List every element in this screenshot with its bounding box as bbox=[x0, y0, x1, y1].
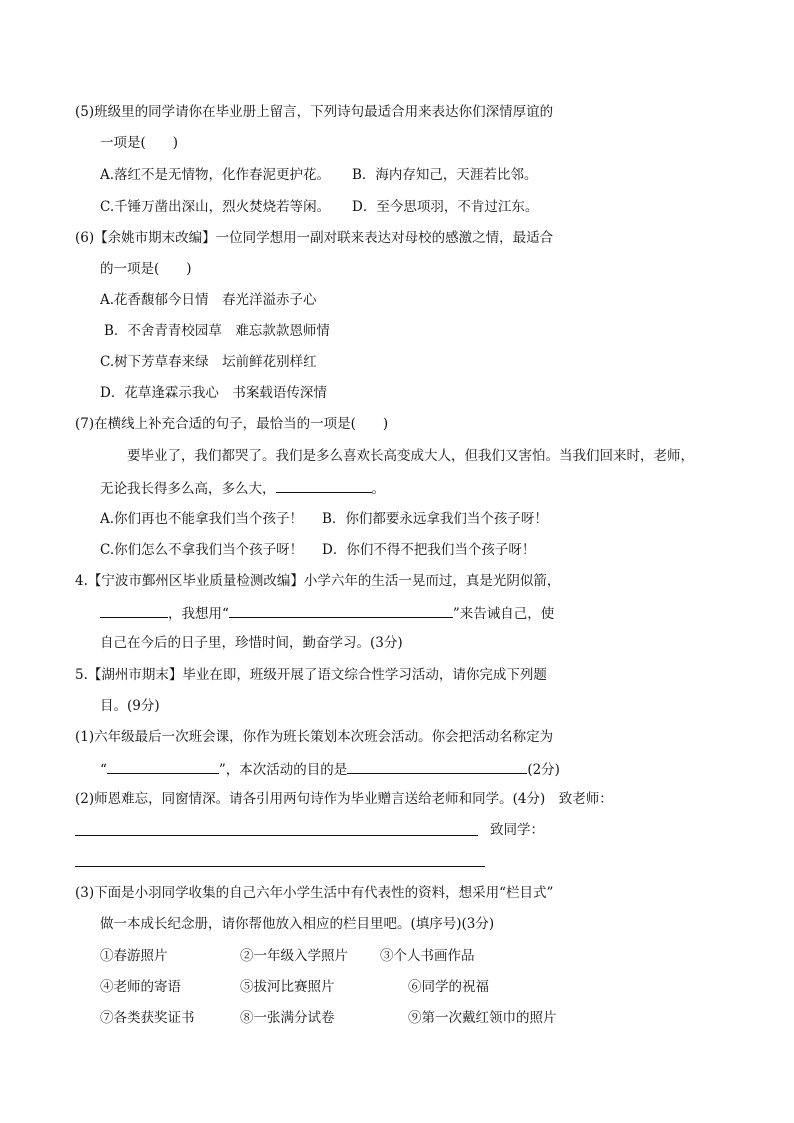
q4-stem: 4.【宁波市鄞州区毕业质量检测改编】小学六年的生活一晃而过，真是光阴似箭， bbox=[75, 573, 561, 589]
q5-sub7-option-a: A.你们再也不能拿我们当个孩子！ bbox=[100, 511, 304, 527]
q5-sub3-stem: (3)下面是小羽同学收集的自己六年小学生活中有代表性的资料，想采用“栏目式” bbox=[75, 885, 554, 901]
list-item: ⑤拔河比赛照片 bbox=[240, 979, 335, 995]
q5-sub6-option-b: B．不舍青青校园草 难忘款款恩师情 bbox=[104, 323, 330, 339]
q5-sub6-stem-cont: 的一项是( ) bbox=[100, 261, 192, 277]
q5-sub6-option-a: A.花香馥郁今日情 春光洋溢赤子心 bbox=[100, 292, 317, 308]
answer-line-teacher[interactable] bbox=[75, 835, 478, 836]
q5-sub2-stem: (2)师恩难忘，同窗情深。请各引用两句诗作为毕业赠言送给老师和同学。(4分) 致老师： bbox=[75, 791, 613, 807]
q5-sub5-option-d: D．至今思项羽，不肯过江东。 bbox=[352, 199, 539, 215]
answer-blank[interactable] bbox=[276, 478, 372, 493]
answer-blank[interactable] bbox=[229, 603, 453, 618]
q5-sub5-stem: (5)班级里的同学请你在毕业册上留言，下列诗句最适合用来表达你们深情厚谊的 bbox=[75, 104, 554, 120]
q5-stem: 5.【湖州市期末】毕业在即，班级开展了语文综合性学习活动，请你完成下列题 bbox=[75, 667, 547, 683]
list-item: ⑨第一次戴红领巾的照片 bbox=[408, 1010, 557, 1026]
answer-line-classmate[interactable] bbox=[75, 866, 485, 867]
q5-sub7-option-d: D．你们不得不把我们当个孩子呀！ bbox=[322, 542, 536, 558]
q5-sub7-passage: 要毕业了，我们都哭了。我们是多么喜欢长高变成大人，但我们又害怕。当我们回来时，老师， bbox=[127, 448, 694, 464]
q5-sub6-option-c: C.树下芳草春来绿 坛前鲜花别样红 bbox=[100, 354, 317, 370]
q5-sub2-classmate-label: 致同学： bbox=[490, 822, 544, 838]
q5-sub3-stem-cont: 做一本成长纪念册，请你帮他放入相应的栏目里吧。(填序号)(3分) bbox=[100, 916, 495, 932]
list-item: ⑥同学的祝福 bbox=[408, 979, 489, 995]
q5-sub5-stem-cont: 一项是( ) bbox=[100, 135, 179, 151]
q5-sub6-stem: (6)【余姚市期末改编】一位同学想用一副对联来表达对母校的感激之情，最适合 bbox=[75, 230, 554, 246]
list-item: ⑦各类获奖证书 bbox=[100, 1010, 195, 1026]
q5-sub1-answer-line: “ ”，本次活动的目的是 (2分) bbox=[100, 759, 560, 779]
q5-sub5-option-c: C.千锤万凿出深山，烈火焚烧若等闲。 bbox=[100, 199, 331, 215]
list-item: ④老师的寄语 bbox=[100, 979, 181, 995]
q5-sub6-option-d: D．花草逢霖示我心 书案载语传深情 bbox=[100, 385, 327, 401]
list-item: ②一年级入学照片 bbox=[240, 948, 348, 964]
q5-stem-cont: 目。(9分) bbox=[100, 698, 160, 714]
answer-blank[interactable] bbox=[347, 759, 527, 774]
answer-blank[interactable] bbox=[100, 603, 168, 618]
q5-sub7-option-c: C.你们怎么不拿我们当个孩子呀！ bbox=[100, 542, 304, 558]
q5-sub5-option-a: A.落红不是无情物，化作春泥更护花。 bbox=[100, 167, 331, 183]
q4-stem-cont: ，我想用“ ”来告诫自己，使 bbox=[100, 603, 554, 623]
q5-sub5-option-b: B．海内存知己，天涯若比邻。 bbox=[352, 167, 538, 183]
q5-sub7-stem: (7)在横线上补充合适的句子，最恰当的一项是( ) bbox=[75, 416, 389, 432]
q5-sub1-stem: (1)六年级最后一次班会课，你作为班长策划本次班会活动。你会把活动名称定为 bbox=[75, 729, 554, 745]
q5-sub7-passage-cont: 无论我长得多么高，多么大， 。 bbox=[100, 478, 385, 498]
list-item: ①春游照片 bbox=[100, 948, 168, 964]
q4-stem-end: 自己在今后的日子里，珍惜时间，勤奋学习。(3分) bbox=[100, 635, 403, 651]
list-item: ⑧一张满分试卷 bbox=[240, 1010, 335, 1026]
list-item: ③个人书画作品 bbox=[380, 948, 475, 964]
answer-blank[interactable] bbox=[107, 759, 219, 774]
q5-sub7-option-b: B．你们都要永远拿我们当个孩子呀！ bbox=[322, 511, 548, 527]
